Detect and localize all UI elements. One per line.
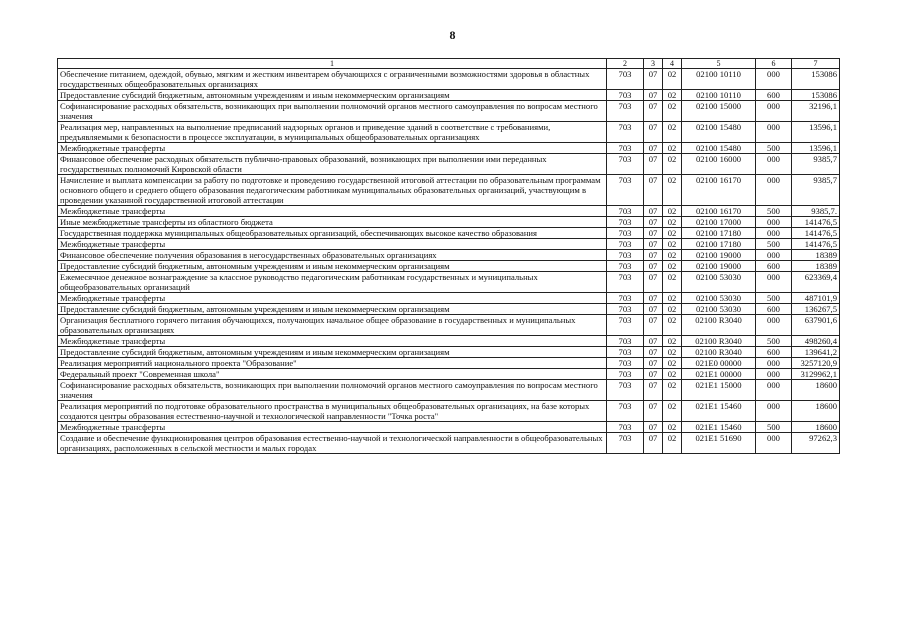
table-row	[58, 422, 840, 433]
row-name-cell: Софинансирование расходных обязательств, возникающих при выполнении полномочий органов местного самоуправления по вопросам местного значения	[58, 101, 607, 122]
column-header: 1	[58, 59, 607, 69]
expense-type-cell: 000	[756, 228, 792, 239]
section-cell: 07	[644, 122, 663, 143]
expense-type-cell: 500	[756, 239, 792, 250]
expense-type-cell: 000	[756, 380, 792, 401]
target-article-cell: 021E1 51690	[682, 433, 756, 454]
section-cell: 07	[644, 175, 663, 206]
ved-cell: 703	[607, 143, 644, 154]
table-row	[58, 217, 840, 228]
subsection-cell: 02	[663, 315, 682, 336]
section-cell: 07	[644, 433, 663, 454]
target-article-cell: 02100 15000	[682, 101, 756, 122]
table-row	[58, 69, 840, 90]
table-row	[58, 369, 840, 380]
target-article-cell: 02100 R3040	[682, 336, 756, 347]
ved-cell: 703	[607, 261, 644, 272]
ved-cell: 703	[607, 336, 644, 347]
row-name-cell: Ежемесячное денежное вознаграждение за классное руководство педагогическим работникам государственных и муниципальных общеобразовательных организаций	[58, 272, 607, 293]
target-article-cell: 021E1 15460	[682, 422, 756, 433]
amount-cell: 637901,6	[792, 315, 840, 336]
ved-cell: 703	[607, 90, 644, 101]
section-cell: 07	[644, 239, 663, 250]
ved-cell: 703	[607, 304, 644, 315]
target-article-cell: 02100 17000	[682, 217, 756, 228]
target-article-cell: 021E1 00000	[682, 369, 756, 380]
subsection-cell: 02	[663, 228, 682, 239]
amount-cell: 139641,2	[792, 347, 840, 358]
ved-cell: 703	[607, 315, 644, 336]
target-article-cell: 02100 19000	[682, 250, 756, 261]
target-article-cell: 021E1 15000	[682, 380, 756, 401]
row-name-cell: Обеспечение питанием, одеждой, обувью, мягким и жестким инвентарем обучающихся с ограниченными возможностями здоровья в областных государственных общеобразовательных организациях	[58, 69, 607, 90]
section-cell: 07	[644, 69, 663, 90]
table-row	[58, 143, 840, 154]
subsection-cell: 02	[663, 217, 682, 228]
amount-cell: 9385,7	[792, 175, 840, 206]
section-cell: 07	[644, 217, 663, 228]
ved-cell: 703	[607, 422, 644, 433]
column-header: 7	[792, 59, 840, 69]
row-name-cell: Федеральный проект "Современная школа"	[58, 369, 607, 380]
row-name-cell: Межбюджетные трансферты	[58, 239, 607, 250]
amount-cell: 141476,5	[792, 239, 840, 250]
expense-type-cell: 600	[756, 304, 792, 315]
table-row	[58, 122, 840, 143]
row-name-cell: Межбюджетные трансферты	[58, 336, 607, 347]
amount-cell: 136267,5	[792, 304, 840, 315]
ved-cell: 703	[607, 122, 644, 143]
target-article-cell: 021E0 00000	[682, 358, 756, 369]
row-name-cell: Межбюджетные трансферты	[58, 143, 607, 154]
target-article-cell: 02100 53030	[682, 304, 756, 315]
row-name-cell: Государственная поддержка муниципальных общеобразовательных организаций, обеспечивающих высокое качество образования	[58, 228, 607, 239]
ved-cell: 703	[607, 250, 644, 261]
row-name-cell: Реализация мероприятий по подготовке образовательного пространства в муниципальных общеобразовательных организациях, на базе которых создаются центры образования естественно-научной и технологической направленности "Точка роста"	[58, 401, 607, 422]
expense-type-cell: 000	[756, 250, 792, 261]
subsection-cell: 02	[663, 143, 682, 154]
subsection-cell: 02	[663, 250, 682, 261]
table-row	[58, 206, 840, 217]
expense-type-cell: 000	[756, 272, 792, 293]
table-row	[58, 433, 840, 454]
amount-cell: 13596,1	[792, 122, 840, 143]
expense-type-cell: 000	[756, 315, 792, 336]
section-cell: 07	[644, 380, 663, 401]
amount-cell: 97262,3	[792, 433, 840, 454]
subsection-cell: 02	[663, 239, 682, 250]
section-cell: 07	[644, 261, 663, 272]
ved-cell: 703	[607, 401, 644, 422]
section-cell: 07	[644, 228, 663, 239]
target-article-cell: 02100 17180	[682, 239, 756, 250]
target-article-cell: 02100 17180	[682, 228, 756, 239]
expense-type-cell: 000	[756, 217, 792, 228]
row-name-cell: Создание и обеспечение функционирования центров образования естественно-научной и технологической направленности в общеобразовательных организациях, расположенных в сельской местности и малых городах	[58, 433, 607, 454]
subsection-cell: 02	[663, 347, 682, 358]
amount-cell: 141476,5	[792, 217, 840, 228]
ved-cell: 703	[607, 69, 644, 90]
section-cell: 07	[644, 369, 663, 380]
amount-cell: 18600	[792, 380, 840, 401]
row-name-cell: Межбюджетные трансферты	[58, 422, 607, 433]
section-cell: 07	[644, 315, 663, 336]
target-article-cell: 02100 15480	[682, 122, 756, 143]
target-article-cell: 02100 53030	[682, 293, 756, 304]
amount-cell: 153086	[792, 69, 840, 90]
amount-cell: 487101,9	[792, 293, 840, 304]
expense-type-cell: 000	[756, 175, 792, 206]
section-cell: 07	[644, 304, 663, 315]
column-header: 2	[607, 59, 644, 69]
table-row	[58, 293, 840, 304]
row-name-cell: Реализация мероприятий национального проекта "Образование"	[58, 358, 607, 369]
subsection-cell: 02	[663, 122, 682, 143]
target-article-cell: 021E1 15460	[682, 401, 756, 422]
subsection-cell: 02	[663, 175, 682, 206]
expense-type-cell: 500	[756, 293, 792, 304]
expense-type-cell: 000	[756, 369, 792, 380]
column-header: 5	[682, 59, 756, 69]
ved-cell: 703	[607, 217, 644, 228]
expense-type-cell: 000	[756, 122, 792, 143]
expense-type-cell: 000	[756, 401, 792, 422]
subsection-cell: 02	[663, 69, 682, 90]
table-row	[58, 347, 840, 358]
row-name-cell: Организация бесплатного горячего питания обучающихся, получающих начальное общее образование в государственных и муниципальных образовательных организациях	[58, 315, 607, 336]
row-name-cell: Предоставление субсидий бюджетным, автономным учреждениям и иным некоммерческим организациям	[58, 90, 607, 101]
budget-table	[57, 58, 840, 454]
expense-type-cell: 000	[756, 154, 792, 175]
section-cell: 07	[644, 358, 663, 369]
section-cell: 07	[644, 272, 663, 293]
section-cell: 07	[644, 347, 663, 358]
ved-cell: 703	[607, 369, 644, 380]
row-name-cell: Реализация мер, направленных на выполнение предписаний надзорных органов и приведение зданий в соответствие с требованиями, предъявляемыми к безопасности в процессе эксплуатации, в муниципальных общеобразовательных организациях	[58, 122, 607, 143]
amount-cell: 18389	[792, 261, 840, 272]
amount-cell: 141476,5	[792, 228, 840, 239]
section-cell: 07	[644, 401, 663, 422]
expense-type-cell: 000	[756, 358, 792, 369]
section-cell: 07	[644, 293, 663, 304]
ved-cell: 703	[607, 101, 644, 122]
section-cell: 07	[644, 206, 663, 217]
subsection-cell: 02	[663, 422, 682, 433]
row-name-cell: Межбюджетные трансферты	[58, 206, 607, 217]
amount-cell: 9385,7.	[792, 206, 840, 217]
expense-type-cell: 500	[756, 143, 792, 154]
expense-type-cell: 000	[756, 433, 792, 454]
ved-cell: 703	[607, 228, 644, 239]
row-name-cell: Финансовое обеспечение получения образования в негосударственных образовательных организациях	[58, 250, 607, 261]
section-cell: 07	[644, 154, 663, 175]
section-cell: 07	[644, 250, 663, 261]
subsection-cell: 02	[663, 90, 682, 101]
expense-type-cell: 000	[756, 69, 792, 90]
table-row	[58, 358, 840, 369]
ved-cell: 703	[607, 239, 644, 250]
subsection-cell: 02	[663, 369, 682, 380]
subsection-cell: 02	[663, 154, 682, 175]
table-header-row	[58, 59, 840, 69]
amount-cell: 32196,1	[792, 101, 840, 122]
row-name-cell: Межбюджетные трансферты	[58, 293, 607, 304]
row-name-cell: Иные межбюджетные трансферты из областного бюджета	[58, 217, 607, 228]
table-row	[58, 90, 840, 101]
amount-cell: 498260,4	[792, 336, 840, 347]
row-name-cell: Предоставление субсидий бюджетным, автономным учреждениям и иным некоммерческим организациям	[58, 304, 607, 315]
target-article-cell: 02100 R3040	[682, 347, 756, 358]
section-cell: 07	[644, 143, 663, 154]
ved-cell: 703	[607, 380, 644, 401]
table-row	[58, 272, 840, 293]
target-article-cell: 02100 R3040	[682, 315, 756, 336]
row-name-cell: Предоставление субсидий бюджетным, автономным учреждениям и иным некоммерческим организациям	[58, 347, 607, 358]
ved-cell: 703	[607, 206, 644, 217]
target-article-cell: 02100 16000	[682, 154, 756, 175]
amount-cell: 13596,1	[792, 143, 840, 154]
expense-type-cell: 000	[756, 101, 792, 122]
ved-cell: 703	[607, 347, 644, 358]
ved-cell: 703	[607, 175, 644, 206]
subsection-cell: 02	[663, 206, 682, 217]
expense-type-cell: 500	[756, 422, 792, 433]
ved-cell: 703	[607, 293, 644, 304]
target-article-cell: 02100 53030	[682, 272, 756, 293]
table-row	[58, 175, 840, 206]
section-cell: 07	[644, 336, 663, 347]
subsection-cell: 02	[663, 358, 682, 369]
table-body	[58, 69, 840, 454]
row-name-cell: Софинансирование расходных обязательств, возникающих при выполнении полномочий органов местного самоуправления по вопросам местного значения	[58, 380, 607, 401]
subsection-cell: 02	[663, 380, 682, 401]
row-name-cell: Финансовое обеспечение расходных обязательств публично-правовых образований, возникающих при выполнении ими переданных государственных полномочий Кировской области	[58, 154, 607, 175]
expense-type-cell: 500	[756, 336, 792, 347]
subsection-cell: 02	[663, 261, 682, 272]
amount-cell: 9385,7	[792, 154, 840, 175]
amount-cell: 623369,4	[792, 272, 840, 293]
section-cell: 07	[644, 101, 663, 122]
target-article-cell: 02100 19000	[682, 261, 756, 272]
table-row	[58, 154, 840, 175]
amount-cell: 153086	[792, 90, 840, 101]
ved-cell: 703	[607, 358, 644, 369]
subsection-cell: 02	[663, 304, 682, 315]
expense-type-cell: 500	[756, 206, 792, 217]
amount-cell: 3129962,1	[792, 369, 840, 380]
subsection-cell: 02	[663, 336, 682, 347]
amount-cell: 3257120,9	[792, 358, 840, 369]
page-number: 8	[449, 28, 456, 42]
column-header: 6	[756, 59, 792, 69]
table-row	[58, 304, 840, 315]
expense-type-cell: 600	[756, 347, 792, 358]
target-article-cell: 02100 10110	[682, 90, 756, 101]
row-name-cell: Начисление и выплата компенсации за работу по подготовке и проведению государственной итоговой аттестации по образовательным программам основного общего и среднего общего образования педагогическим работникам муниципальных образовательных организаций, участвующим в проведении указанной государственной итоговой аттестации	[58, 175, 607, 206]
expense-type-cell: 600	[756, 90, 792, 101]
amount-cell: 18600	[792, 422, 840, 433]
table-row	[58, 380, 840, 401]
table-row	[58, 101, 840, 122]
table-row	[58, 239, 840, 250]
table-row	[58, 228, 840, 239]
table-row	[58, 250, 840, 261]
subsection-cell: 02	[663, 101, 682, 122]
subsection-cell: 02	[663, 401, 682, 422]
target-article-cell: 02100 16170	[682, 206, 756, 217]
target-article-cell: 02100 16170	[682, 175, 756, 206]
row-name-cell: Предоставление субсидий бюджетным, автономным учреждениям и иным некоммерческим организациям	[58, 261, 607, 272]
table-row	[58, 315, 840, 336]
amount-cell: 18389	[792, 250, 840, 261]
amount-cell: 18600	[792, 401, 840, 422]
column-header: 4	[663, 59, 682, 69]
target-article-cell: 02100 15480	[682, 143, 756, 154]
table-row	[58, 261, 840, 272]
subsection-cell: 02	[663, 293, 682, 304]
expense-type-cell: 600	[756, 261, 792, 272]
ved-cell: 703	[607, 272, 644, 293]
column-header: 3	[644, 59, 663, 69]
section-cell: 07	[644, 422, 663, 433]
table-row	[58, 401, 840, 422]
subsection-cell: 02	[663, 433, 682, 454]
section-cell: 07	[644, 90, 663, 101]
target-article-cell: 02100 10110	[682, 69, 756, 90]
table-row	[58, 336, 840, 347]
ved-cell: 703	[607, 154, 644, 175]
subsection-cell: 02	[663, 272, 682, 293]
ved-cell: 703	[607, 433, 644, 454]
